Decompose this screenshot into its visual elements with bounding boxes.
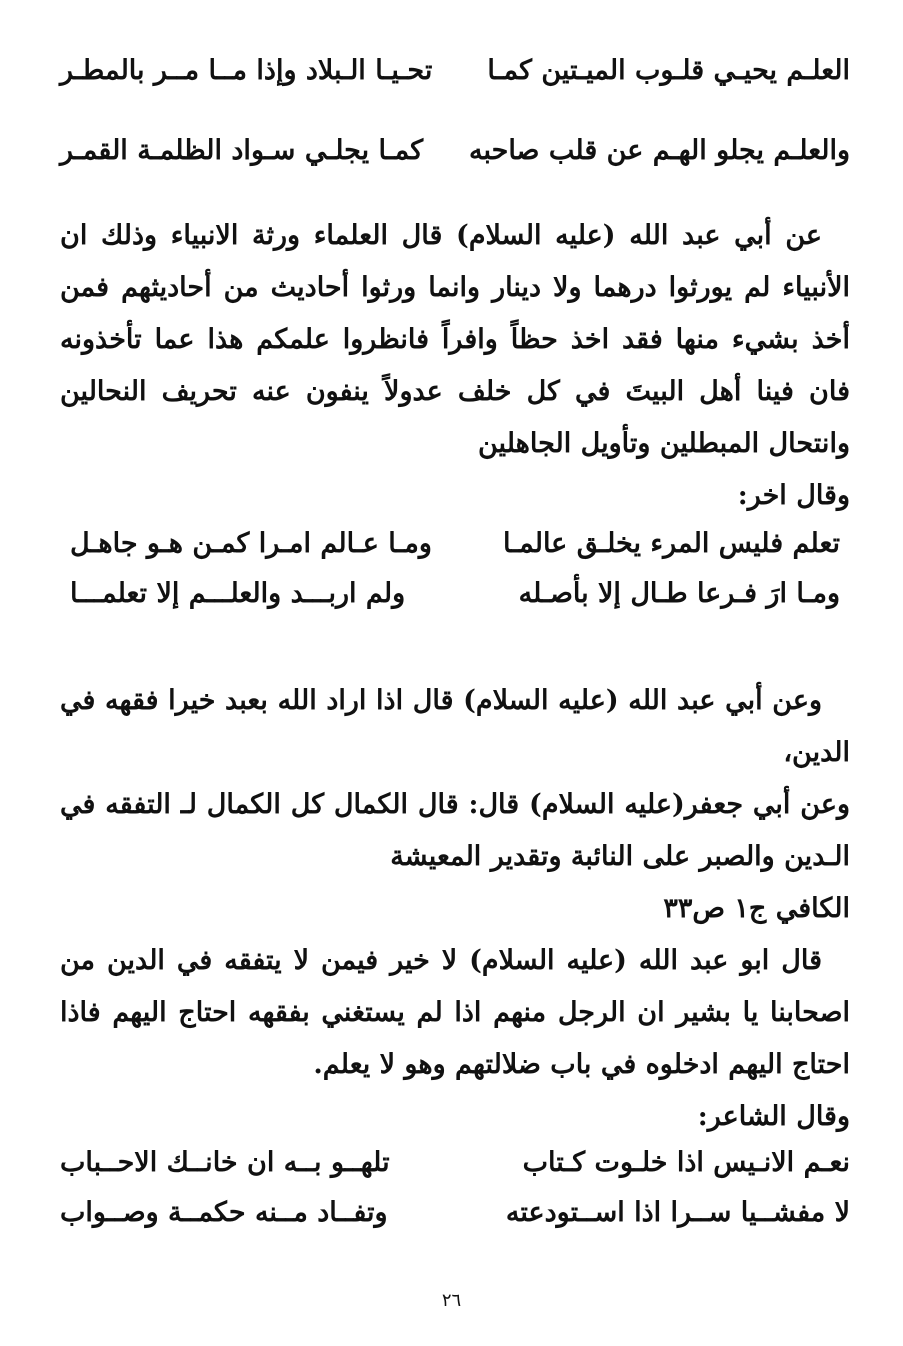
hadith-paragraph: وعن أبي عبد الله (عليه السلام) قال اذا اراد الله بعبد خيرا فقهه في الدين، [60, 684, 850, 768]
poem-top [60, 55, 850, 168]
verse-first-half: تعلم فليس المرء يخلـق عالمـا [502, 527, 840, 559]
section-heading: وقال الشاعر: [697, 1100, 850, 1132]
verse-line [60, 135, 850, 167]
verse-line [60, 578, 850, 610]
verse-second-half: وتفــاد مــنه حكمــة وصــواب [60, 1196, 388, 1228]
hadith-paragraph: وعن أبي جعفر(عليه السلام) قال: قال الكمال كل الكمال لـ التفقه في الـدين والصبر على النائبة وتقدير المعيشة [60, 788, 850, 872]
verse-second-half: ومـا عـالم امـرا كمـن هـو جاهـل [70, 527, 432, 559]
page-number: ٢٦ [441, 1290, 462, 1311]
verse-second-half: ولم اربـــد والعلـــم إلا تعلمـــا [70, 578, 406, 610]
verse-second-half: تلهــو بــه ان خانــك الاحــباب [60, 1146, 390, 1178]
verse-line [60, 1197, 850, 1229]
hadith-paragraph: قال ابو عبد الله (عليه السلام) لا خير فيمن لا يتفقه في الدين من اصحابنا يا بشير ان الرجل منهم اذا لم يستغني بفقهه احتاج اليهم فاذا احتاج اليهم ادخلوه في باب ضلالتهم وهو لا يعلم. [60, 944, 850, 1080]
poem-bottom [60, 1147, 850, 1230]
book-page [60, 55, 850, 1229]
verse-second-half: كمـا يجلـي سـواد الظلمـة القمـر [60, 135, 424, 167]
verse-line [60, 1147, 850, 1179]
verse-line [60, 528, 850, 560]
verse-first-half: لا مفشــيا ســرا اذا اســتودعته [505, 1196, 850, 1228]
source-citation: الكافي ج١ ص٣٣ [663, 892, 850, 924]
section-heading: وقال اخر: [737, 479, 850, 511]
verse-first-half: نعـم الانـيس اذا خلـوت كـتاب [522, 1146, 850, 1178]
poem-middle [60, 528, 850, 611]
verse-first-half: العلـم يحيـي قلـوب الميـتين كمـا [487, 55, 850, 86]
hadith-paragraph: عن أبي عبد الله (عليه السلام) قال العلماء ورثة الانبياء وذلك ان الأنبياء لم يورثوا درهما ولا دينار وانما ورثوا أحاديث من أحاديثهم فمن أخذ بشيء منها فقد اخذ حظاً وافراً فانظروا علمكم هذا عما تأخذونه فان فينا أهل البيتَ في كل خلف عدولاً ينفون عنه تحريف النحالين وانتحال المبطلين وتأويل الجاهلين [60, 219, 850, 459]
verse-second-half: تحـيـا الـبلاد وإذا مــا مــر بالمطـر [60, 55, 433, 86]
verse-first-half: ومـا ارَ فـرعا طـال إلا بأصـله [518, 578, 840, 610]
verse-line [60, 55, 850, 87]
verse-first-half: والعلـم يجلو الهـم عن قلب صاحبه [469, 135, 850, 167]
